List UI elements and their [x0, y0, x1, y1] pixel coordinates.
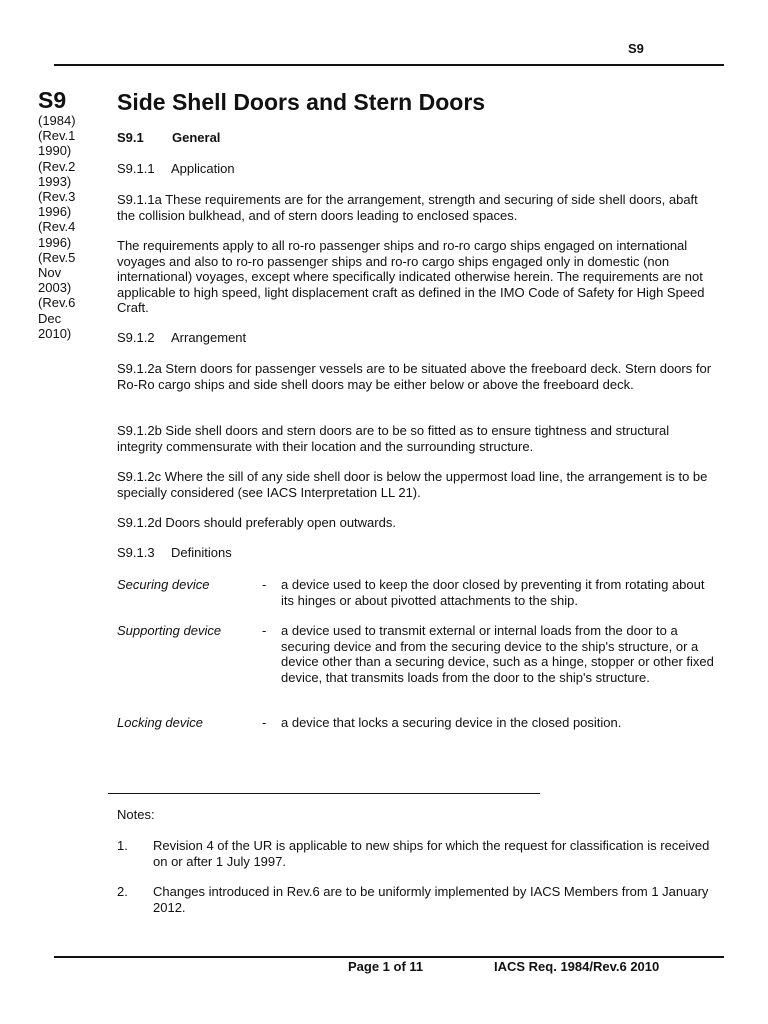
definition-term: Locking device: [117, 715, 203, 730]
definition-dash: -: [262, 577, 267, 592]
definition-text: a device used to transmit external or internal loads from the door to a securing device and from the securing device to the ship's structure, or a device other than a securing device, such as a hinge, stopper or other fixed device, that transmits loads from the door to the ship's structure.: [281, 623, 714, 685]
paragraph-application-a: S9.1.1a These requirements are for the arrangement, strength and securing of side shell doors, abaft the collision bulkhead, and of stern doors leading to enclosed spaces.: [117, 192, 698, 223]
paragraph-arrangement-b: S9.1.2b Side shell doors and stern doors are to be so fitted as to ensure tightness and structural integrity commensurate with their location and the surrounding structure.: [117, 423, 670, 454]
subsection-number: S9.1.3: [117, 545, 155, 560]
section-heading-general: [117, 130, 717, 146]
footer-requirement-id: IACS Req. 1984/Rev.6 2010: [494, 959, 660, 974]
paragraph-arrangement-d: S9.1.2d Doors should preferably open outwards.: [117, 515, 396, 530]
footer-page-number: Page 1 of 11: [348, 959, 424, 974]
subsection-heading-application: [117, 161, 717, 177]
subsection-number: S9.1.1: [117, 161, 155, 176]
definition-dash: -: [262, 623, 267, 638]
revision-line: 2010): [38, 325, 72, 341]
revision-line: 1993): [38, 173, 72, 189]
section-number: S9.1: [117, 130, 144, 145]
header-rule: [54, 64, 724, 66]
subsection-label: Arrangement: [171, 330, 247, 345]
revision-line: (Rev.6: [38, 295, 76, 311]
subsection-heading-definitions: [117, 545, 717, 561]
paragraph-arrangement-a: S9.1.2a Stern doors for passenger vessels are to be situated above the freeboard deck. Stern doors for Ro-Ro cargo ships and side shell doors may be either below or above the freeboard deck.: [117, 361, 712, 392]
subsection-heading-arrangement: [117, 330, 717, 346]
revision-line: 1990): [38, 143, 72, 159]
revision-line: (Rev.3: [38, 189, 76, 205]
revision-line: (Rev.5: [38, 249, 76, 265]
revision-line: (Rev.1: [38, 128, 76, 144]
revision-history: [38, 113, 76, 341]
subsection-label: Definitions: [171, 545, 232, 560]
footer-rule: [54, 956, 724, 958]
header-code: S9: [628, 41, 644, 56]
subsection-number: S9.1.2: [117, 330, 155, 345]
paragraph-application-scope: The requirements apply to all ro-ro passenger ships and ro-ro cargo ships engaged on international voyages and also to ro-ro passenger ships and ro-ro cargo ships engaged only in domestic (non international) voyages, except where specifically indicated otherwise herein. The requirements are not applicable to high speed, light displacement craft as defined in the IMO Code of Safety for High Speed Craft.: [117, 238, 705, 315]
note-text: Changes introduced in Rev.6 are to be uniformly implemented by IACS Members from 1 January 2012.: [153, 884, 709, 915]
definition-text: a device used to keep the door closed by preventing it from rotating about its hinges or about pivotted attachments to the ship.: [281, 577, 705, 608]
revision-line: Dec: [38, 310, 62, 326]
notes-label: Notes:: [117, 807, 155, 822]
paragraph-arrangement-c: S9.1.2c Where the sill of any side shell door is below the uppermost load line, the arrangement is to be specially considered (see IACS Interpretation LL 21).: [117, 469, 708, 500]
side-code: S9: [38, 87, 67, 113]
subsection-label: Application: [171, 161, 235, 176]
note-number: 2.: [117, 884, 128, 899]
revision-line: (Rev.2: [38, 158, 76, 174]
page-title: Side Shell Doors and Stern Doors: [117, 89, 486, 115]
revision-line: 2003): [38, 280, 72, 296]
note-text: Revision 4 of the UR is applicable to new ships for which the request for classification is received on or after 1 July 1997.: [153, 838, 710, 869]
definition-term: Securing device: [117, 577, 210, 592]
definition-text: a device that locks a securing device in the closed position.: [281, 715, 622, 730]
revision-line: Nov: [38, 265, 62, 281]
section-label: General: [172, 130, 221, 145]
definition-term: Supporting device: [117, 623, 222, 638]
note-number: 1.: [117, 838, 128, 853]
definition-dash: -: [262, 715, 267, 730]
revision-line: (Rev.4: [38, 219, 76, 235]
notes-separator: [108, 793, 540, 794]
revision-line: 1996): [38, 234, 72, 250]
revision-line: (1984): [38, 113, 76, 128]
revision-line: 1996): [38, 204, 72, 220]
